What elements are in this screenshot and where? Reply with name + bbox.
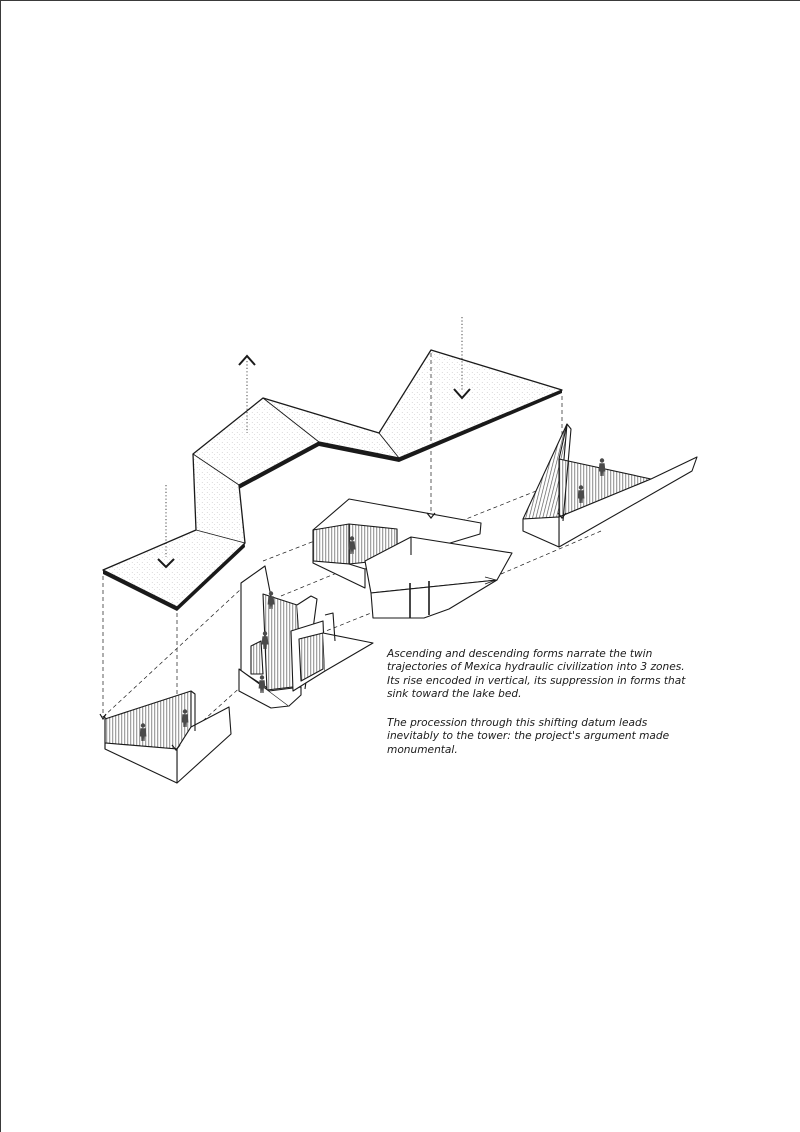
caption-paragraph-1: Ascending and descending forms narrate the twin trajectories of Mexica hydraulic civilization into 3 zones. Its rise encoded in vertical, its suppression in forms that sink toward the lake bed. <box>387 648 686 701</box>
right-ramp-unit <box>523 424 697 547</box>
caption-paragraph-2: The procession through this shifting datum leads inevitably to the tower: the project's argument made monumental. <box>387 717 670 756</box>
center-box-unit <box>313 499 512 618</box>
axonometric-diagram <box>1 1 800 1132</box>
bottom-left-ramp-unit <box>105 691 231 783</box>
